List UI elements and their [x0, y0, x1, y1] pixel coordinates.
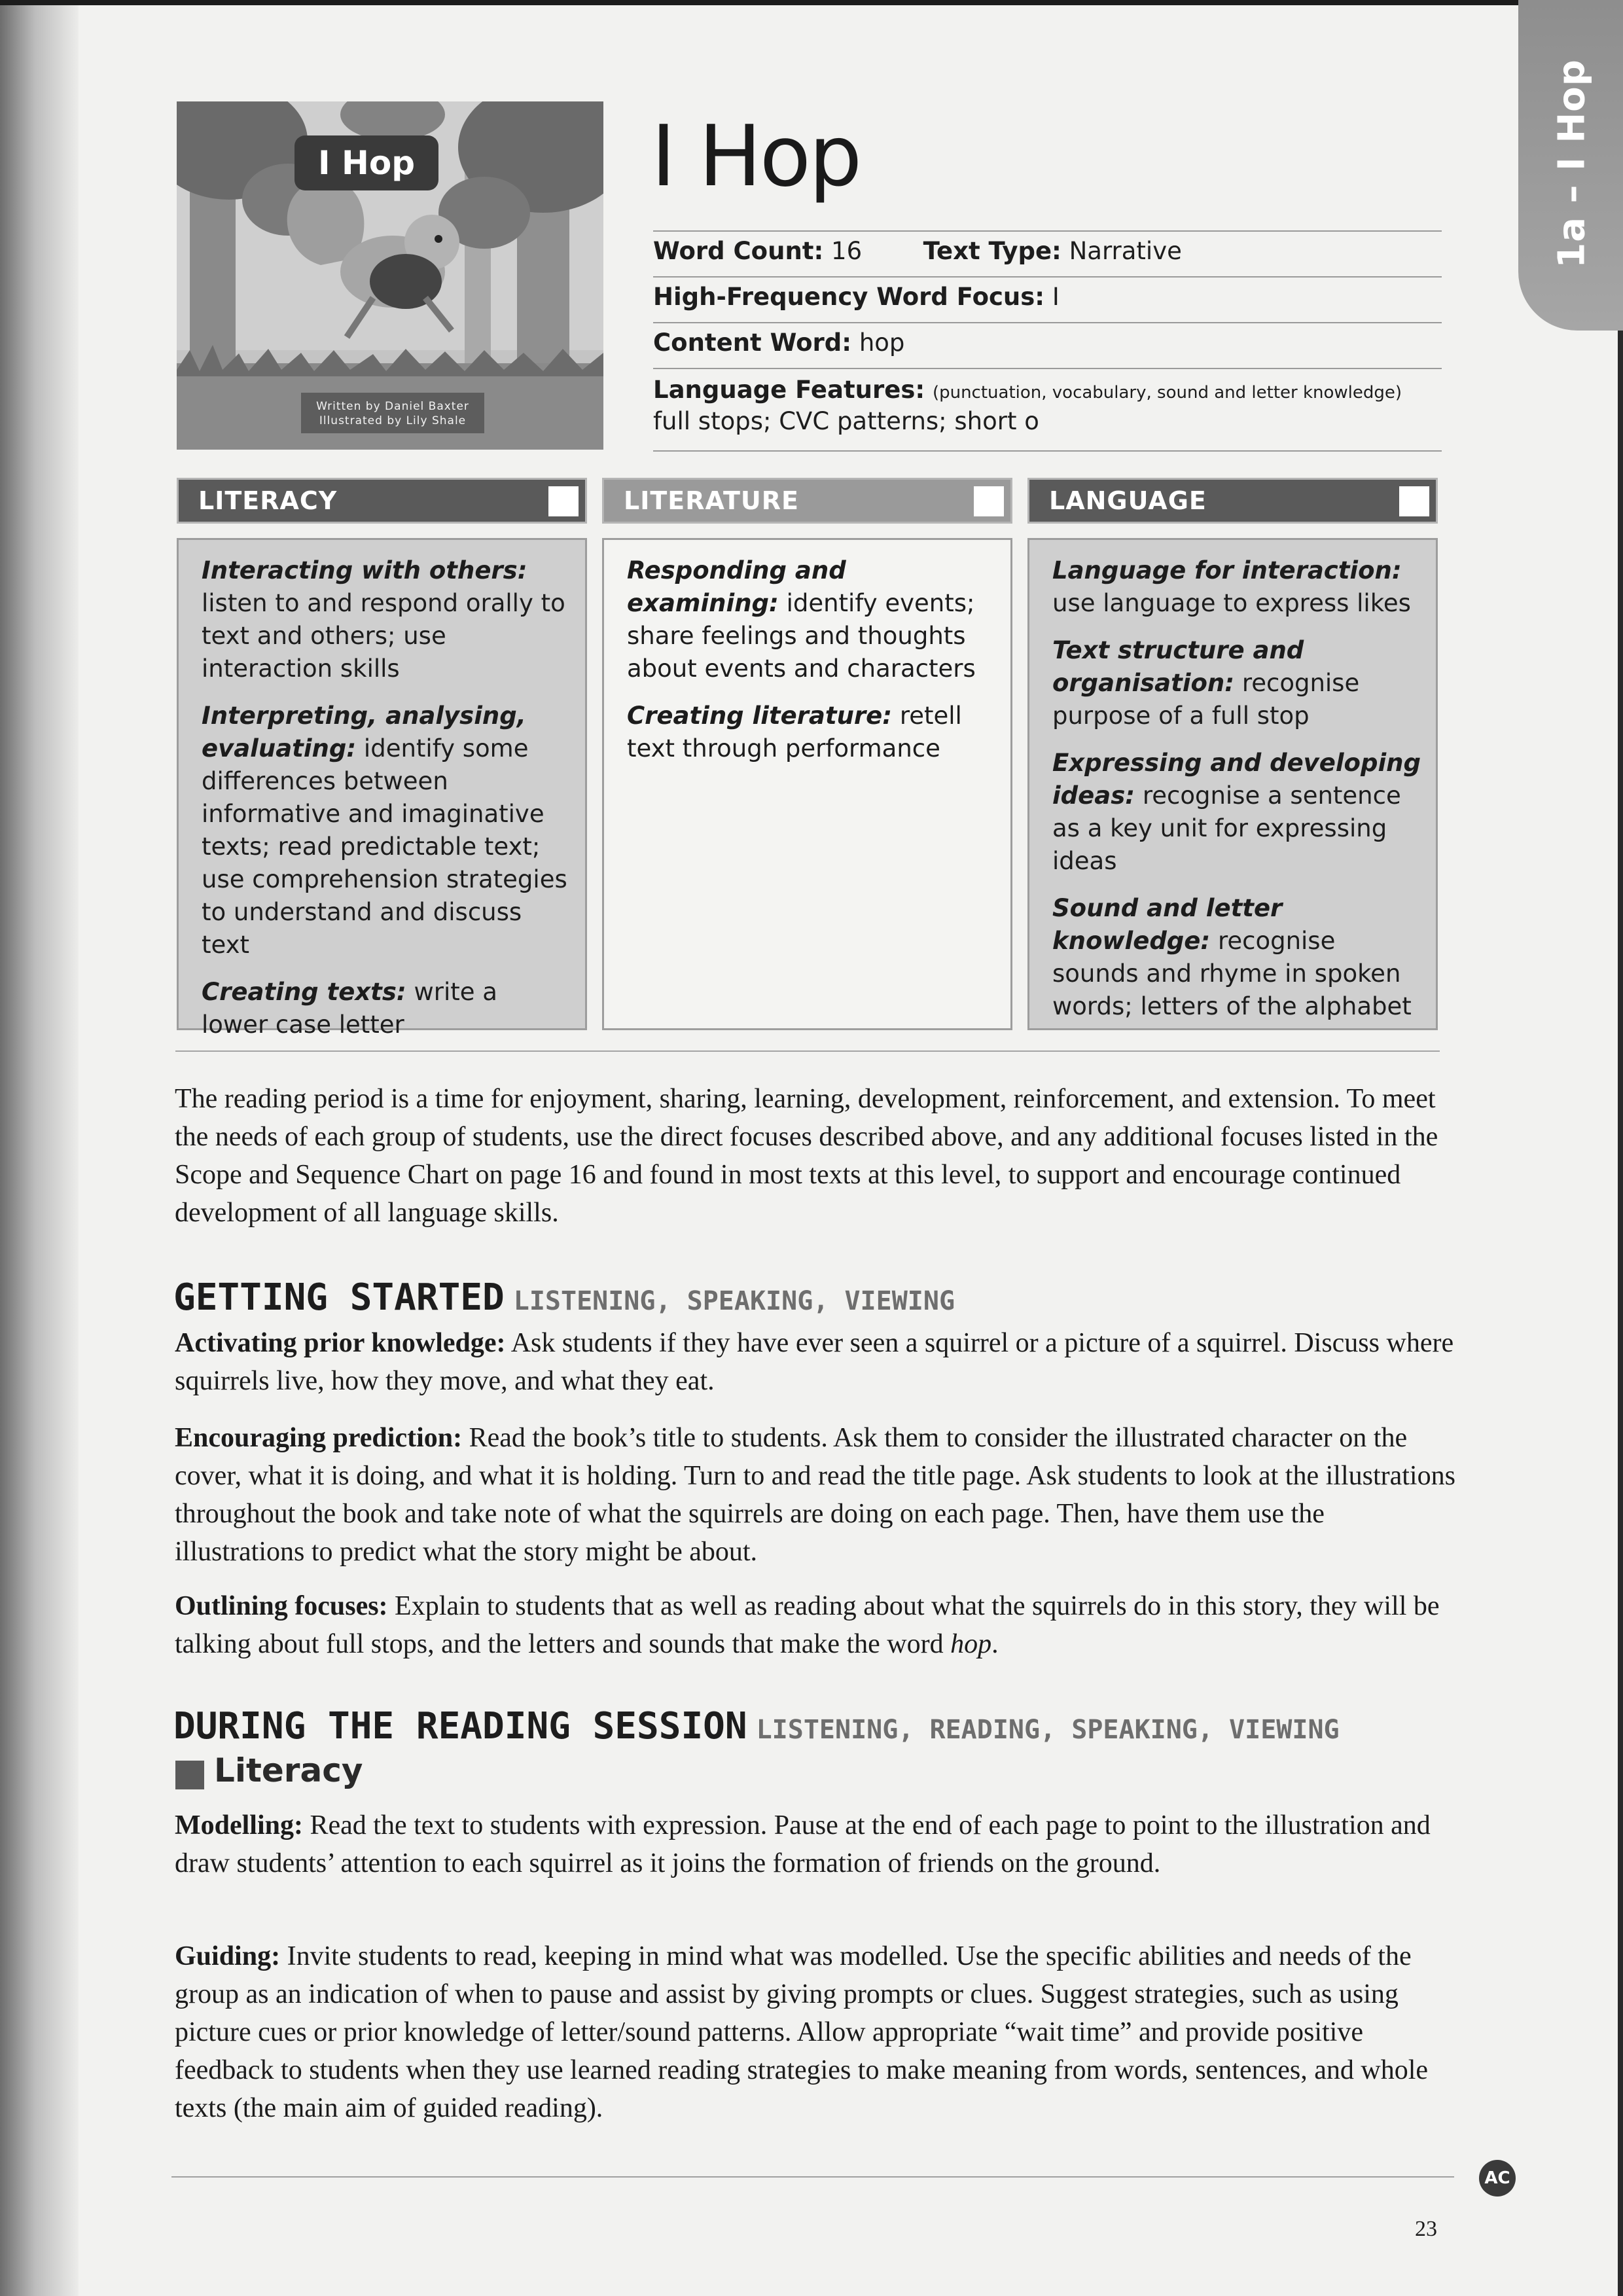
para-italic-word: hop [950, 1629, 992, 1659]
item-text: identify events; share feelings and thoughts about events and characters [627, 589, 976, 683]
item-label: Interacting with others: [202, 556, 527, 584]
literacy-box [177, 538, 587, 1039]
content-label: Content Word: [653, 329, 852, 357]
item-label: Creating literature: [627, 702, 893, 730]
lang-note: (punctuation, vocabulary, sound and letter knowledge) [932, 383, 1402, 403]
item-label: Text structure and organisation: [1052, 636, 1304, 697]
para-text: Read the text to students with expression. Pause at the end of each page to point to the illustration and draw students’ attention to each squirrel as it joins the formation of friends on the ground. [175, 1810, 1431, 1878]
literacy-item [202, 554, 571, 685]
item-text: write a lower case letter [202, 978, 497, 1039]
hf-word-row [653, 283, 1060, 311]
item-label: Responding and examining: [627, 556, 846, 617]
literacy-subheading: Literacy [214, 1751, 363, 1789]
item-text: retell text through performance [627, 702, 962, 762]
info-divider [653, 276, 1442, 278]
cover-title: I Hop [318, 144, 415, 182]
language-header [1027, 478, 1438, 524]
literacy-header-label: LITERACY [198, 486, 338, 515]
para-text: Read the book’s title to students. Ask them to consider the illustrated character on the cover, what it is doing, and what it is holding. Turn to and read the title page. Ask students to look at the illustrations throughout the book and take note of what the squirrels are doing on each page. Then, have them use the illustrations to predict what the story might be about. [175, 1423, 1455, 1567]
para-label: Modelling: [175, 1810, 303, 1840]
language-header-label: LANGUAGE [1049, 486, 1207, 515]
content-value: hop [859, 329, 905, 357]
literacy-item [202, 700, 571, 961]
section-divider [175, 1050, 1440, 1052]
literature-item [627, 700, 996, 765]
checkbox-square-icon [1399, 486, 1429, 516]
literature-header [602, 478, 1012, 524]
item-label: Expressing and developing ideas: [1052, 749, 1421, 810]
item-label: Creating texts: [202, 978, 406, 1006]
item-text: use language to express likes [1052, 589, 1411, 617]
word-count-value: 16 [831, 237, 863, 265]
info-divider [653, 230, 1442, 232]
text-type-value: Narrative [1069, 237, 1182, 265]
during-reading-heading [173, 1705, 1340, 1748]
encouraging-prediction [175, 1419, 1457, 1571]
cover-credits [301, 399, 484, 428]
item-text: listen to and respond orally to text and others; use interaction skills [202, 589, 565, 683]
text-type-label: Text Type: [923, 237, 1061, 265]
para-label: Activating prior knowledge: [175, 1328, 506, 1358]
item-text: recognise purpose of a full stop [1052, 669, 1360, 730]
outlining-focuses [175, 1587, 1457, 1663]
para-text: Ask students if they have ever seen a squirrel or a picture of a squirrel. Discuss where squirrels live, how they move, and what they eat. [175, 1328, 1454, 1396]
word-count-row [653, 237, 1182, 265]
word-count-label: Word Count: [653, 237, 824, 265]
binding-shadow [0, 0, 79, 2296]
cover-author: Written by Daniel Baxter [316, 400, 469, 413]
language-item [1052, 634, 1421, 732]
para-text: Explain to students that as well as reading about what the squirrels do in this story, they will be talking about full stops, and the letters and sounds that make the word [175, 1591, 1440, 1659]
language-features-row [653, 376, 1402, 404]
intro-paragraph: The reading period is a time for enjoyment, sharing, learning, development, reinforcement, and extension. To meet the needs of each group of students, use the direct focuses described above, and any additional focuses listed in the Scope and Sequence Chart on page 16 and found in most texts at this level, to support and encourage continued development of all language skills. [175, 1084, 1438, 1228]
language-box [1027, 538, 1438, 1030]
modelling-paragraph [175, 1806, 1457, 1882]
square-bullet-icon [175, 1761, 204, 1789]
book-cover-image [177, 101, 603, 450]
heading-text: GETTING STARTED [173, 1276, 505, 1319]
cover-illustrator: Illustrated by Lily Shale [319, 414, 467, 427]
language-features-value: full stops; CVC patterns; short o [653, 407, 1039, 435]
heading-subtitle: LISTENING, SPEAKING, VIEWING [513, 1286, 955, 1316]
page-number: 23 [1415, 2217, 1437, 2241]
language-item [1052, 747, 1421, 878]
book-title: I Hop [651, 108, 861, 206]
checkbox-square-icon [548, 486, 579, 516]
info-divider [653, 368, 1442, 369]
item-label: Sound and letter knowledge: [1052, 894, 1283, 955]
side-tab-label: 1a – I Hop [1550, 59, 1594, 268]
scan-edge-right [1618, 0, 1623, 2296]
publisher-logo-icon: AC [1479, 2160, 1516, 2197]
item-label: Interpreting, analysing, evaluating: [202, 702, 526, 762]
para-end: . [991, 1629, 999, 1659]
item-text: recognise a sentence as a key unit for expressing ideas [1052, 781, 1401, 875]
item-text: recognise sounds and rhyme in spoken words; letters of the alphabet [1052, 927, 1412, 1020]
literature-item [627, 554, 996, 685]
heading-subtitle: LISTENING, READING, SPEAKING, VIEWING [756, 1715, 1340, 1745]
language-item [1052, 892, 1421, 1023]
para-label: Encouraging prediction: [175, 1423, 463, 1453]
item-label: Language for interaction: [1052, 556, 1402, 584]
para-text: Invite students to read, keeping in mind what was modelled. Use the specific abilities and needs of the group as an indication of when to pause and assist by giving prompts or clues. Suggest strategies, such as using picture cues or prior knowledge of letter/sound patterns. Allow appropriate “wait time” and provide positive feedback to students when they use learned reading strategies to make meaning from words, sentences, and whole texts (the main aim of guided reading). [175, 1941, 1429, 2123]
getting-started-heading [173, 1276, 955, 1319]
content-word-row [653, 329, 904, 357]
para-label: Outlining focuses: [175, 1591, 388, 1621]
item-text: identify some differences between informative and imaginative texts; read predictable text; use comprehension strategies to understand and discuss text [202, 734, 567, 959]
literacy-header [177, 478, 587, 524]
info-divider [653, 450, 1442, 452]
footer-divider [171, 2176, 1454, 2178]
lang-label: Language Features: [653, 376, 925, 404]
scan-edge-top [0, 0, 1623, 5]
hf-label: High-Frequency Word Focus: [653, 283, 1045, 311]
literature-header-label: LITERATURE [624, 486, 799, 515]
checkbox-square-icon [974, 486, 1004, 516]
activating-prior-knowledge [175, 1324, 1457, 1400]
para-label: Guiding: [175, 1941, 281, 1971]
literature-box [602, 538, 1012, 1030]
info-divider [653, 322, 1442, 323]
language-item [1052, 554, 1421, 620]
heading-text: DURING THE READING SESSION [173, 1705, 747, 1748]
hf-value: I [1052, 283, 1060, 311]
literacy-item [202, 976, 571, 1041]
guiding-paragraph [175, 1937, 1457, 2127]
